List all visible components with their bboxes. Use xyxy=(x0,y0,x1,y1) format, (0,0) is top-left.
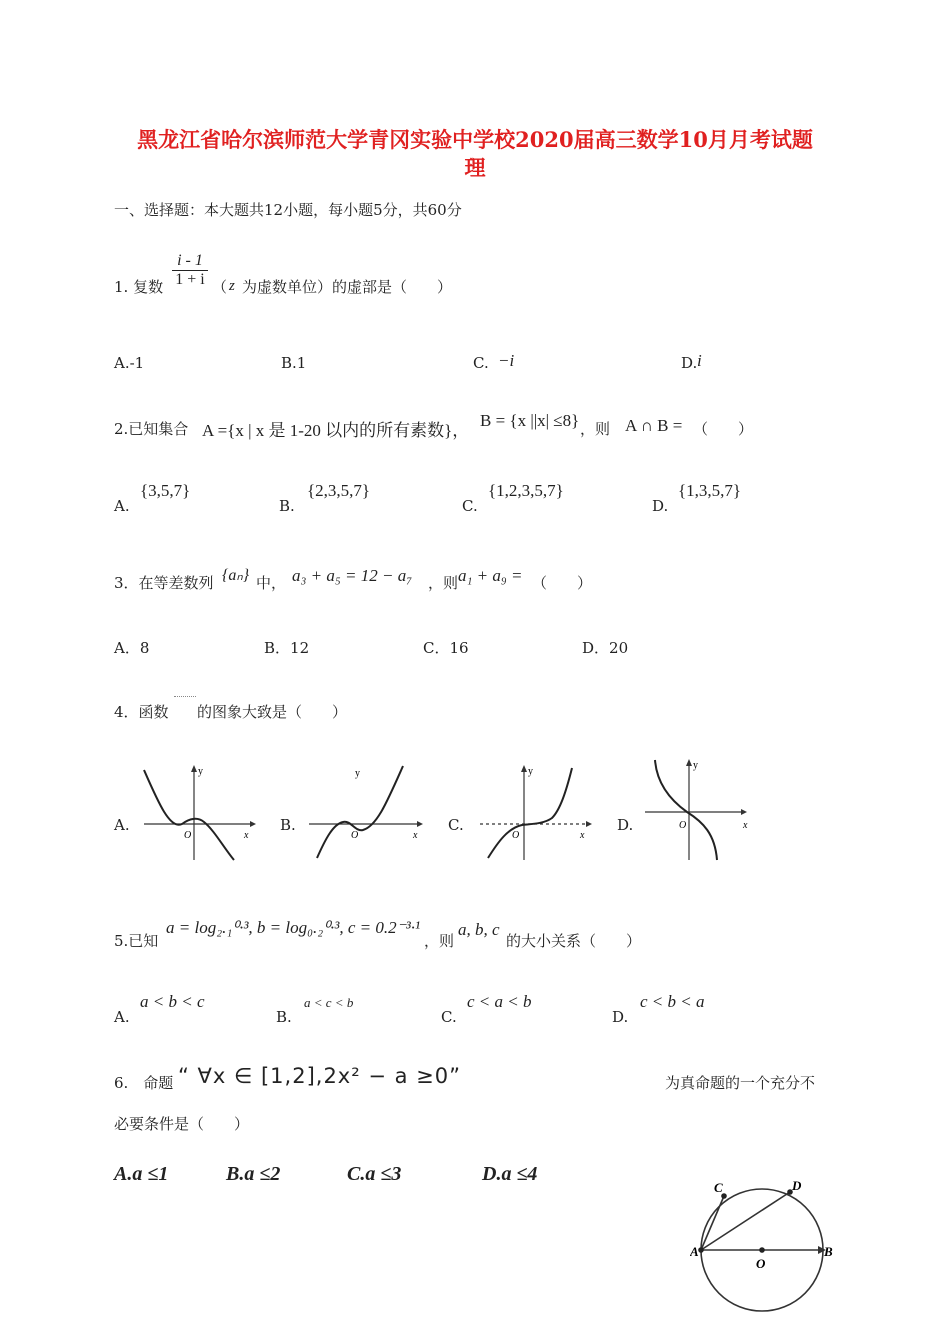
q3-condition: a₃ + a₅ = 12 − a₇ xyxy=(292,566,413,585)
q2-suffix: ，则 xyxy=(580,420,611,438)
curve xyxy=(655,760,717,860)
q6-option-c: C.a ≤3 xyxy=(347,1163,402,1185)
q4-suffix: 的图象大致是（ ） xyxy=(197,703,348,721)
q4-graph-a xyxy=(138,762,258,862)
q5-option-a-label: A. xyxy=(114,1008,130,1026)
x-axis-arrow-icon xyxy=(741,809,747,815)
exam-title: 黑龙江省哈尔滨师范大学青冈实验中学校2020届高三数学10月月考试题 xyxy=(137,127,813,152)
q6-suffix: 为真命题的一个充分不 xyxy=(665,1074,816,1092)
x-axis-arrow-icon xyxy=(250,821,256,827)
q3-ask: a₁ + a₉ = xyxy=(458,566,523,585)
q4-option-c-label: C. xyxy=(448,816,464,834)
x-label: x xyxy=(743,820,748,831)
exam-title-subject: 理 xyxy=(464,155,486,180)
curve xyxy=(488,768,572,858)
q2-option-d-label: D. xyxy=(652,497,669,515)
q5-option-b-label: B. xyxy=(276,1008,292,1026)
q1-option-d-math: i xyxy=(697,351,702,370)
q2-option-a-value: {3,5,7} xyxy=(140,481,191,500)
q1-option-b: B.1 xyxy=(281,354,307,372)
q5-option-d-label: D. xyxy=(612,1008,629,1026)
q4-graph-b xyxy=(305,762,425,862)
q3-paren: （ ） xyxy=(532,574,593,592)
q2-option-b-value: {2,3,5,7} xyxy=(307,481,371,500)
label-d: D xyxy=(792,1178,802,1193)
q1-option-d-label: D. xyxy=(681,354,698,372)
point-a xyxy=(698,1247,704,1253)
q5-option-c-label: C. xyxy=(441,1008,457,1026)
y-label: y xyxy=(693,760,698,771)
q5-suffix: 的大小关系（ ） xyxy=(506,932,642,950)
y-label: y xyxy=(528,766,533,777)
q4-function-formula-blurred xyxy=(174,688,196,697)
q6-option-a: A.a ≤1 xyxy=(114,1163,169,1185)
y-axis-arrow-icon xyxy=(521,765,527,772)
circle-figure xyxy=(690,1176,840,1336)
label-o: O xyxy=(756,1256,766,1271)
q5-vars: a, b, c xyxy=(458,920,500,939)
q2-paren: （ ） xyxy=(693,420,754,438)
q3-sequence: {aₙ} xyxy=(222,567,250,584)
origin-label: O xyxy=(512,830,520,841)
q3-option-d: D．20 xyxy=(582,639,629,657)
q2-set-b: B = {x ||x| ≤8} xyxy=(480,411,580,430)
y-label: y xyxy=(198,766,203,777)
y-axis-arrow-icon xyxy=(686,759,692,766)
q5-expression: a = log₂.₁⁰·³, b = log₀.₂⁰·³, c = 0.2⁻³·¹ xyxy=(166,918,421,937)
q3-prefix: 3．在等差数列 xyxy=(114,574,214,592)
q6-prefix: 6. 命题 xyxy=(114,1074,174,1092)
q3-option-b: B．12 xyxy=(264,639,310,657)
q4-option-d-label: D. xyxy=(617,816,634,834)
q1-paren: （ xyxy=(212,278,228,296)
q4-graph-c xyxy=(474,762,594,862)
q6-option-b: B.a ≤2 xyxy=(226,1163,281,1185)
q5-then: ，则 xyxy=(424,932,455,950)
label-a: A xyxy=(690,1244,699,1259)
q5-option-c-value: c < a < b xyxy=(467,992,532,1011)
q6-option-d: D.a ≤4 xyxy=(482,1163,538,1185)
x-label: x xyxy=(413,830,418,841)
segment-ad xyxy=(701,1192,790,1250)
q1-prefix: 1. 复数 xyxy=(114,278,164,296)
q4-option-a-label: A. xyxy=(114,816,130,834)
origin-label: O xyxy=(351,830,359,841)
q6-expression: “ ∀x ∈ [1,2],2x² − a ≥0” xyxy=(178,1064,461,1088)
y-label: y xyxy=(355,768,360,779)
q1-option-c-math: −i xyxy=(498,351,515,370)
q3-option-a: A．8 xyxy=(114,639,150,657)
origin-label: O xyxy=(184,830,192,841)
q2-option-d-value: {1,3,5,7} xyxy=(678,481,742,500)
q1-option-c-label: C. xyxy=(473,354,489,372)
q6-line2: 必要条件是（ ） xyxy=(114,1115,250,1133)
q1-unit-var: z xyxy=(229,278,235,294)
q3-mid: 中， xyxy=(256,574,287,592)
curve xyxy=(144,770,234,860)
q2-intersection: A ∩ B = xyxy=(625,416,683,435)
label-c: C xyxy=(714,1180,723,1195)
x-axis-arrow-icon xyxy=(586,821,592,827)
q3-then: ，则 xyxy=(428,574,459,592)
q5-option-d-value: c < b < a xyxy=(640,992,705,1011)
q2-prefix: 2.已知集合 xyxy=(114,420,189,438)
q1-numerator: i - 1 xyxy=(172,252,208,271)
q4-prefix: 4．函数 xyxy=(114,703,169,721)
q1-option-a: A.-1 xyxy=(114,354,145,372)
curve xyxy=(317,766,403,858)
x-label: x xyxy=(244,830,249,841)
q2-option-c-label: C. xyxy=(462,497,478,515)
origin-label: O xyxy=(679,820,687,831)
q2-option-a-label: A. xyxy=(114,497,130,515)
q1-suffix: 为虚数单位）的虚部是（ ） xyxy=(242,278,453,296)
q1-denominator: 1 + i xyxy=(175,271,205,288)
q5-option-a-value: a < b < c xyxy=(140,992,205,1011)
q4-graph-d xyxy=(643,756,763,866)
x-label: x xyxy=(580,830,585,841)
y-axis-arrow-icon xyxy=(191,765,197,772)
q2-set-a: A ={x | x 是 1-20 以内的所有素数}， xyxy=(202,421,470,440)
q3-option-c: C．16 xyxy=(423,639,469,657)
q4-option-b-label: B. xyxy=(280,816,296,834)
q5-prefix: 5.已知 xyxy=(114,932,159,950)
label-b: B xyxy=(824,1244,833,1259)
section-header: 一、选择题：本大题共12小题，每小题5分，共60分 xyxy=(114,201,462,219)
q2-option-b-label: B. xyxy=(279,497,295,515)
q1-fraction xyxy=(172,252,208,289)
q2-option-c-value: {1,2,3,5,7} xyxy=(488,481,564,500)
q5-option-b-value: a < c < b xyxy=(304,995,354,1010)
x-axis-arrow-icon xyxy=(417,821,423,827)
point-o xyxy=(759,1247,765,1253)
